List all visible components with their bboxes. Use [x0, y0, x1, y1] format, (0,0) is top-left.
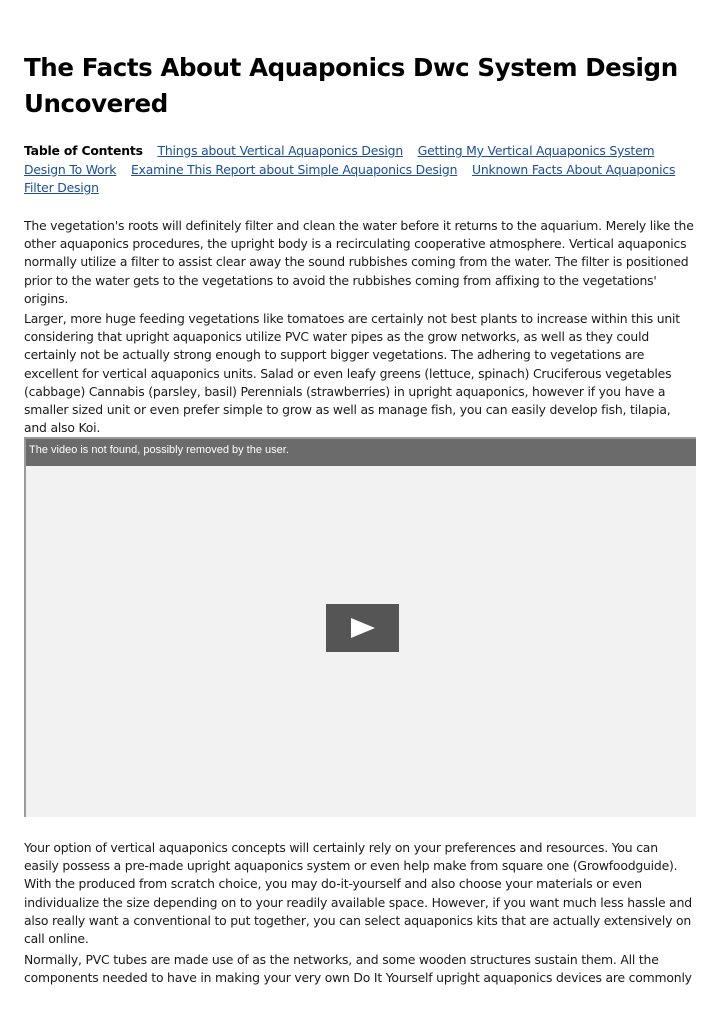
video-message-bar	[26, 439, 696, 466]
table-of-contents	[24, 142, 696, 198]
toc-label: Table of Contents	[24, 143, 143, 158]
video-player[interactable]	[24, 437, 696, 817]
toc-link-system-design[interactable]: Getting My Vertical Aquaponics System Design To Work	[24, 143, 655, 177]
video-error-message: The video is not found, possibly removed by the user.	[29, 444, 289, 456]
paragraph-roots-filter: The vegetation's roots will definitely filter and clean the water before it returns to the aquarium. Merely like the other aquaponics procedures, the upright body is a recirculating cooperative atmosphere. Vertical aquaponics normally utilize a filter to assist clear away the sound rubbishes coming from the water. The filter is positioned prior to the water gets to the vegetations to avoid the rubbishes coming from affixing to the vegetations' origins.	[24, 218, 694, 306]
play-button[interactable]	[326, 604, 399, 652]
paragraph-pvc: Normally, PVC tubes are made use of as the networks, and some wooden structures sustain them. All the components needed to have in making your very own Do It Yourself upright aquaponics devices are commonly	[24, 952, 692, 986]
paragraph-options: Your option of vertical aquaponics concepts will certainly rely on your preferences and resources. You can easily possess a pre-made upright aquaponics system or even help make from square one (Growfoodguide). With the produced from scratch choice, you may do-it-yourself and also choose your materials or even individualize the size depending on to your readily available space. However, if you want much less hassle and also really want a conventional to put together, you can select aquaponics kits that are actually extensively on call online.	[24, 840, 692, 947]
toc-link-simple-design[interactable]: Examine This Report about Simple Aquaponics Design	[131, 161, 458, 177]
toc-link-filter-design[interactable]: Unknown Facts About Aquaponics Filter Design	[24, 161, 676, 195]
toc-link-vertical-design[interactable]: Things about Vertical Aquaponics Design	[157, 143, 403, 158]
play-icon	[350, 617, 376, 639]
paragraph-plants: Larger, more huge feeding vegetations like tomatoes are certainly not best plants to increase within this unit considering that upright aquaponics utilize PVC water pipes as the grow networks, as well as they could certainly not be actually strong enough to support bigger vegetations. The adhering to vegetations are excellent for vertical aquaponics units. Salad or even leafy greens (lettuce, spinach) Cruciferous vegetables (cabbage) Cannabis (parsley, basil) Perennials (strawberries) in upright aquaponics, however if you have a smaller sized unit or even prefer simple to grow as well as manage fish, you can easily develop fish, tilapia, and also Koi.	[24, 311, 680, 436]
page-title: The Facts About Aquaponics Dwc System Design Uncovered	[24, 53, 678, 118]
